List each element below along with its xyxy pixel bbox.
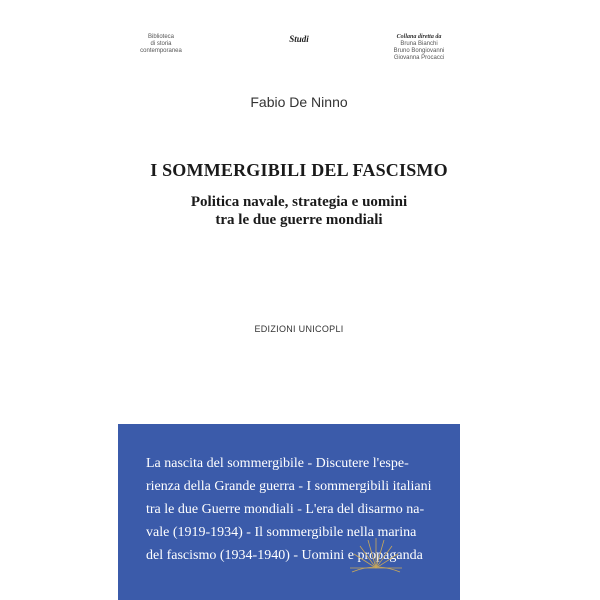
editor-name: Bruna Bianchi: [400, 41, 438, 47]
subtitle-line: Politica navale, strategia e uomini: [190, 194, 408, 210]
publisher-logo-icon: [346, 534, 406, 574]
contents-line: del fascismo (1934-1940) - Uomini e propaganda: [146, 548, 423, 563]
book-title: I SOMMERGIBILI DEL FASCISMO: [150, 160, 448, 180]
contents-line: vale (1919-1934) - Il sommergibile nella marina: [146, 525, 417, 540]
contents-line: tra le due Guerre mondiali - L'era del disarmo na-: [146, 502, 425, 517]
contents-box: [118, 424, 460, 600]
series-line: di storia: [150, 41, 172, 47]
contents-line: La nascita del sommergibile - Discutere l'espe-: [146, 456, 409, 471]
author-name: Fabio De Ninno: [250, 94, 348, 110]
publisher-name: EDIZIONI UNICOPLI: [254, 324, 344, 334]
editors-label: Collana diretta da: [396, 34, 442, 40]
series-line: Biblioteca: [147, 34, 174, 40]
series-label-left: [116, 34, 206, 55]
series-editors: [366, 34, 472, 62]
book-subtitle: [116, 193, 482, 229]
editor-name: Giovanna Procacci: [393, 55, 445, 61]
contents-text: [146, 452, 456, 567]
series-label-center: Studi: [289, 34, 309, 44]
subtitle-line: tra le due guerre mondiali: [215, 212, 383, 228]
series-line: contemporanea: [140, 48, 182, 54]
contents-line: rienza della Grande guerra - I sommergibili italiani: [146, 479, 432, 494]
editor-name: Bruno Bongiovanni: [393, 48, 445, 54]
book-cover: [116, 0, 482, 600]
